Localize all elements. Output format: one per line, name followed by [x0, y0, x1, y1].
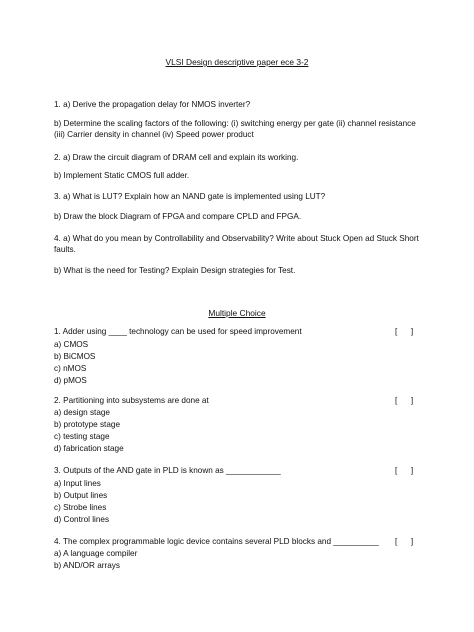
- question-2a: 2. a) Draw the circuit diagram of DRAM cell and explain its working.: [54, 153, 299, 162]
- mcq-option: c) testing stage: [54, 432, 110, 441]
- mcq-option: b) BiCMOS: [54, 352, 96, 361]
- answer-bracket-3: [ ]: [395, 466, 414, 475]
- question-1a: 1. a) Derive the propagation delay for NMOS inverter?: [54, 100, 251, 109]
- answer-bracket-1: [ ]: [395, 327, 414, 336]
- question-3a: 3. a) What is LUT? Explain how an NAND gate is implemented using LUT?: [54, 192, 326, 201]
- mcq-option: a) Input lines: [54, 479, 101, 488]
- question-1b: b) Determine the scaling factors of the following: (i) switching energy per gate (ii) channel resistance (iii) Carrier density in channel (iv) Speed power product: [54, 119, 416, 139]
- mcq-option: d) Control lines: [54, 515, 110, 524]
- mcq-option: d) fabrication stage: [54, 444, 124, 453]
- question-4b: b) What is the need for Testing? Explain Design strategies for Test.: [54, 266, 296, 275]
- question-3b: b) Draw the block Diagram of FPGA and compare CPLD and FPGA.: [54, 212, 302, 221]
- mcq-option: d) pMOS: [54, 376, 87, 385]
- mcq-option: a) CMOS: [54, 340, 89, 349]
- mcq-option: c) nMOS: [54, 364, 87, 373]
- mcq-option: b) prototype stage: [54, 420, 120, 429]
- answer-bracket-2: [ ]: [395, 396, 414, 405]
- question-2b: b) Implement Static CMOS full adder.: [54, 171, 190, 180]
- mcq-question-3: 3. Outputs of the AND gate in PLD is known as ____________: [54, 466, 281, 475]
- mcq-option: a) A language compiler: [54, 549, 138, 558]
- section-title: Multiple Choice: [208, 308, 266, 318]
- mcq-option: b) Output lines: [54, 491, 108, 500]
- mcq-question-1: 1. Adder using ____ technology can be used for speed improvement: [54, 327, 302, 336]
- mcq-option: a) design stage: [54, 408, 110, 417]
- answer-bracket-4: [ ]: [395, 537, 414, 546]
- mcq-option: b) AND/OR arrays: [54, 561, 120, 570]
- question-4a: 4. a) What do you mean by Controllability and Observability? Write about Stuck Open ad Stuck Short faults.: [54, 234, 419, 254]
- mcq-question-4: 4. The complex programmable logic device contains several PLD blocks and __________: [54, 537, 379, 546]
- mcq-option: c) Strobe lines: [54, 503, 107, 512]
- paper-title: VLSI Design descriptive paper ece 3-2: [165, 57, 309, 67]
- mcq-question-2: 2. Partitioning into subsystems are done at: [54, 396, 209, 405]
